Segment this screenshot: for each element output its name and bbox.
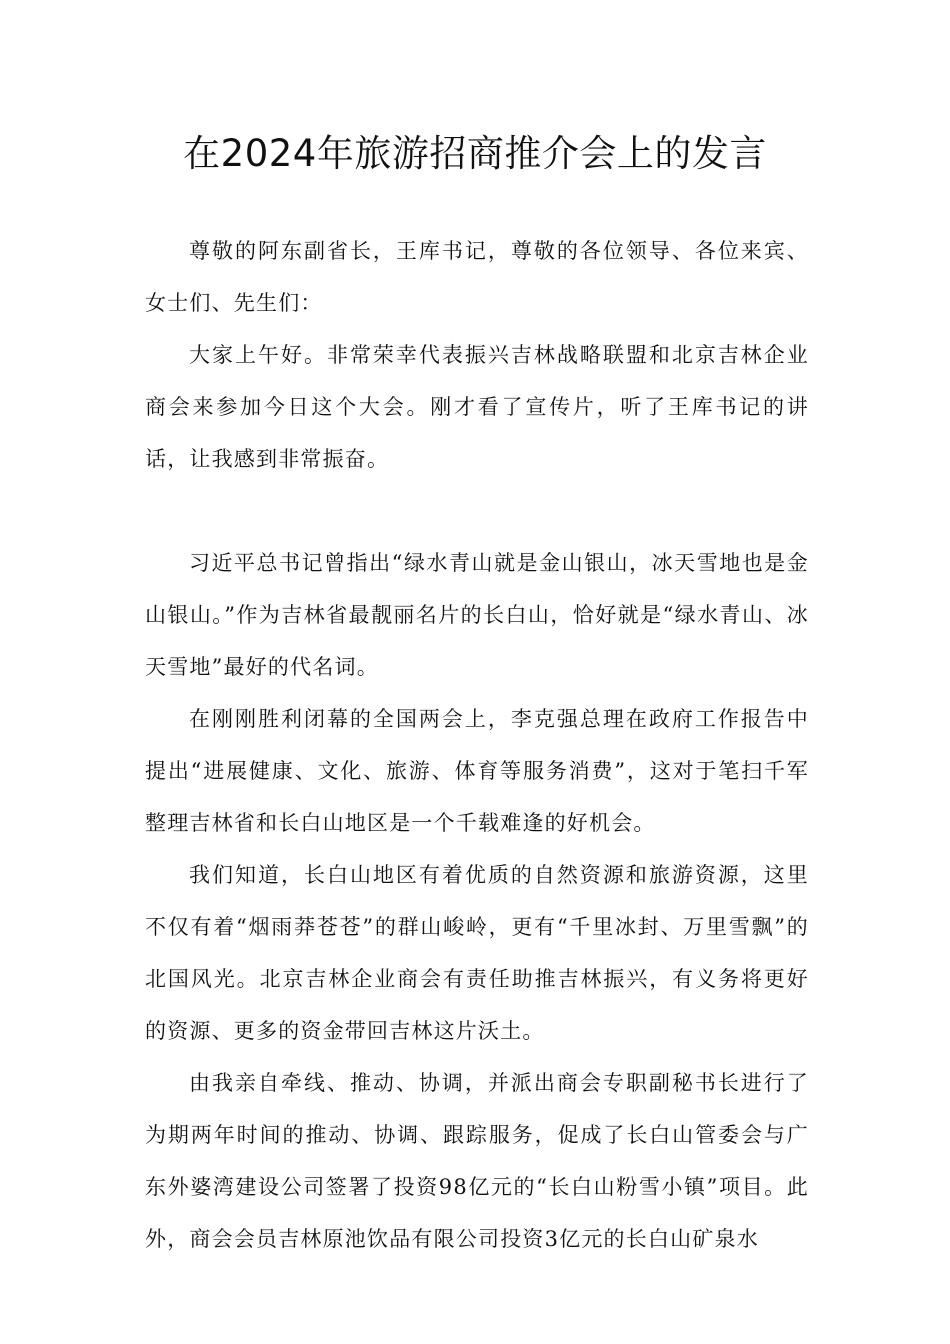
two-sessions-paragraph: 在刚刚胜利闭幕的全国两会上，李克强总理在政府工作报告中提出“进展健康、文化、旅游、体育等服务消费”，这对于笔扫千军整理吉林省和长白山地区是一个千载难逢的好机会。 (145, 707, 809, 835)
resources-paragraph: 我们知道，长白山地区有着优质的自然资源和旅游资源，这里不仅有着“烟雨莽苍苍”的群山峻岭，更有“千里冰封、万里雪飘”的北国风光。北京吉林企业商会有责任助推吉林振兴，有义务将更好的资源、更多的资金带回吉林这片沃土。 (145, 863, 809, 1043)
salutation-paragraph: 尊敬的阿东副省长，王库书记，尊敬的各位领导、各位来宾、女士们、先生们： (145, 239, 809, 315)
document-title: 在2024年旅游招商推介会上的发言 (183, 132, 767, 175)
greeting-paragraph: 大家上午好。非常荣幸代表振兴吉林战略联盟和北京吉林企业商会来参加今日这个大会。刚才看了宣传片，听了王库书记的讲话，让我感到非常振奋。 (145, 343, 809, 471)
paragraph-gap (145, 485, 809, 537)
document-body (145, 225, 809, 1265)
projects-paragraph: 由我亲自牵线、推动、协调，并派出商会专职副秘书长进行了为期两年时间的推动、协调、跟踪服务，促成了长白山管委会与广东外婆湾建设公司签署了投资98亿元的“长白山粉雪小镇”项目。此外，商会会员吉林原池饮品有限公司投资3亿元的长白山矿泉水 (145, 1071, 809, 1251)
quote-paragraph: 习近平总书记曾指出“绿水青山就是金山银山，冰天雪地也是金山银山。”作为吉林省最靓丽名片的长白山，恰好就是“绿水青山、冰天雪地”最好的代名词。 (145, 551, 809, 679)
